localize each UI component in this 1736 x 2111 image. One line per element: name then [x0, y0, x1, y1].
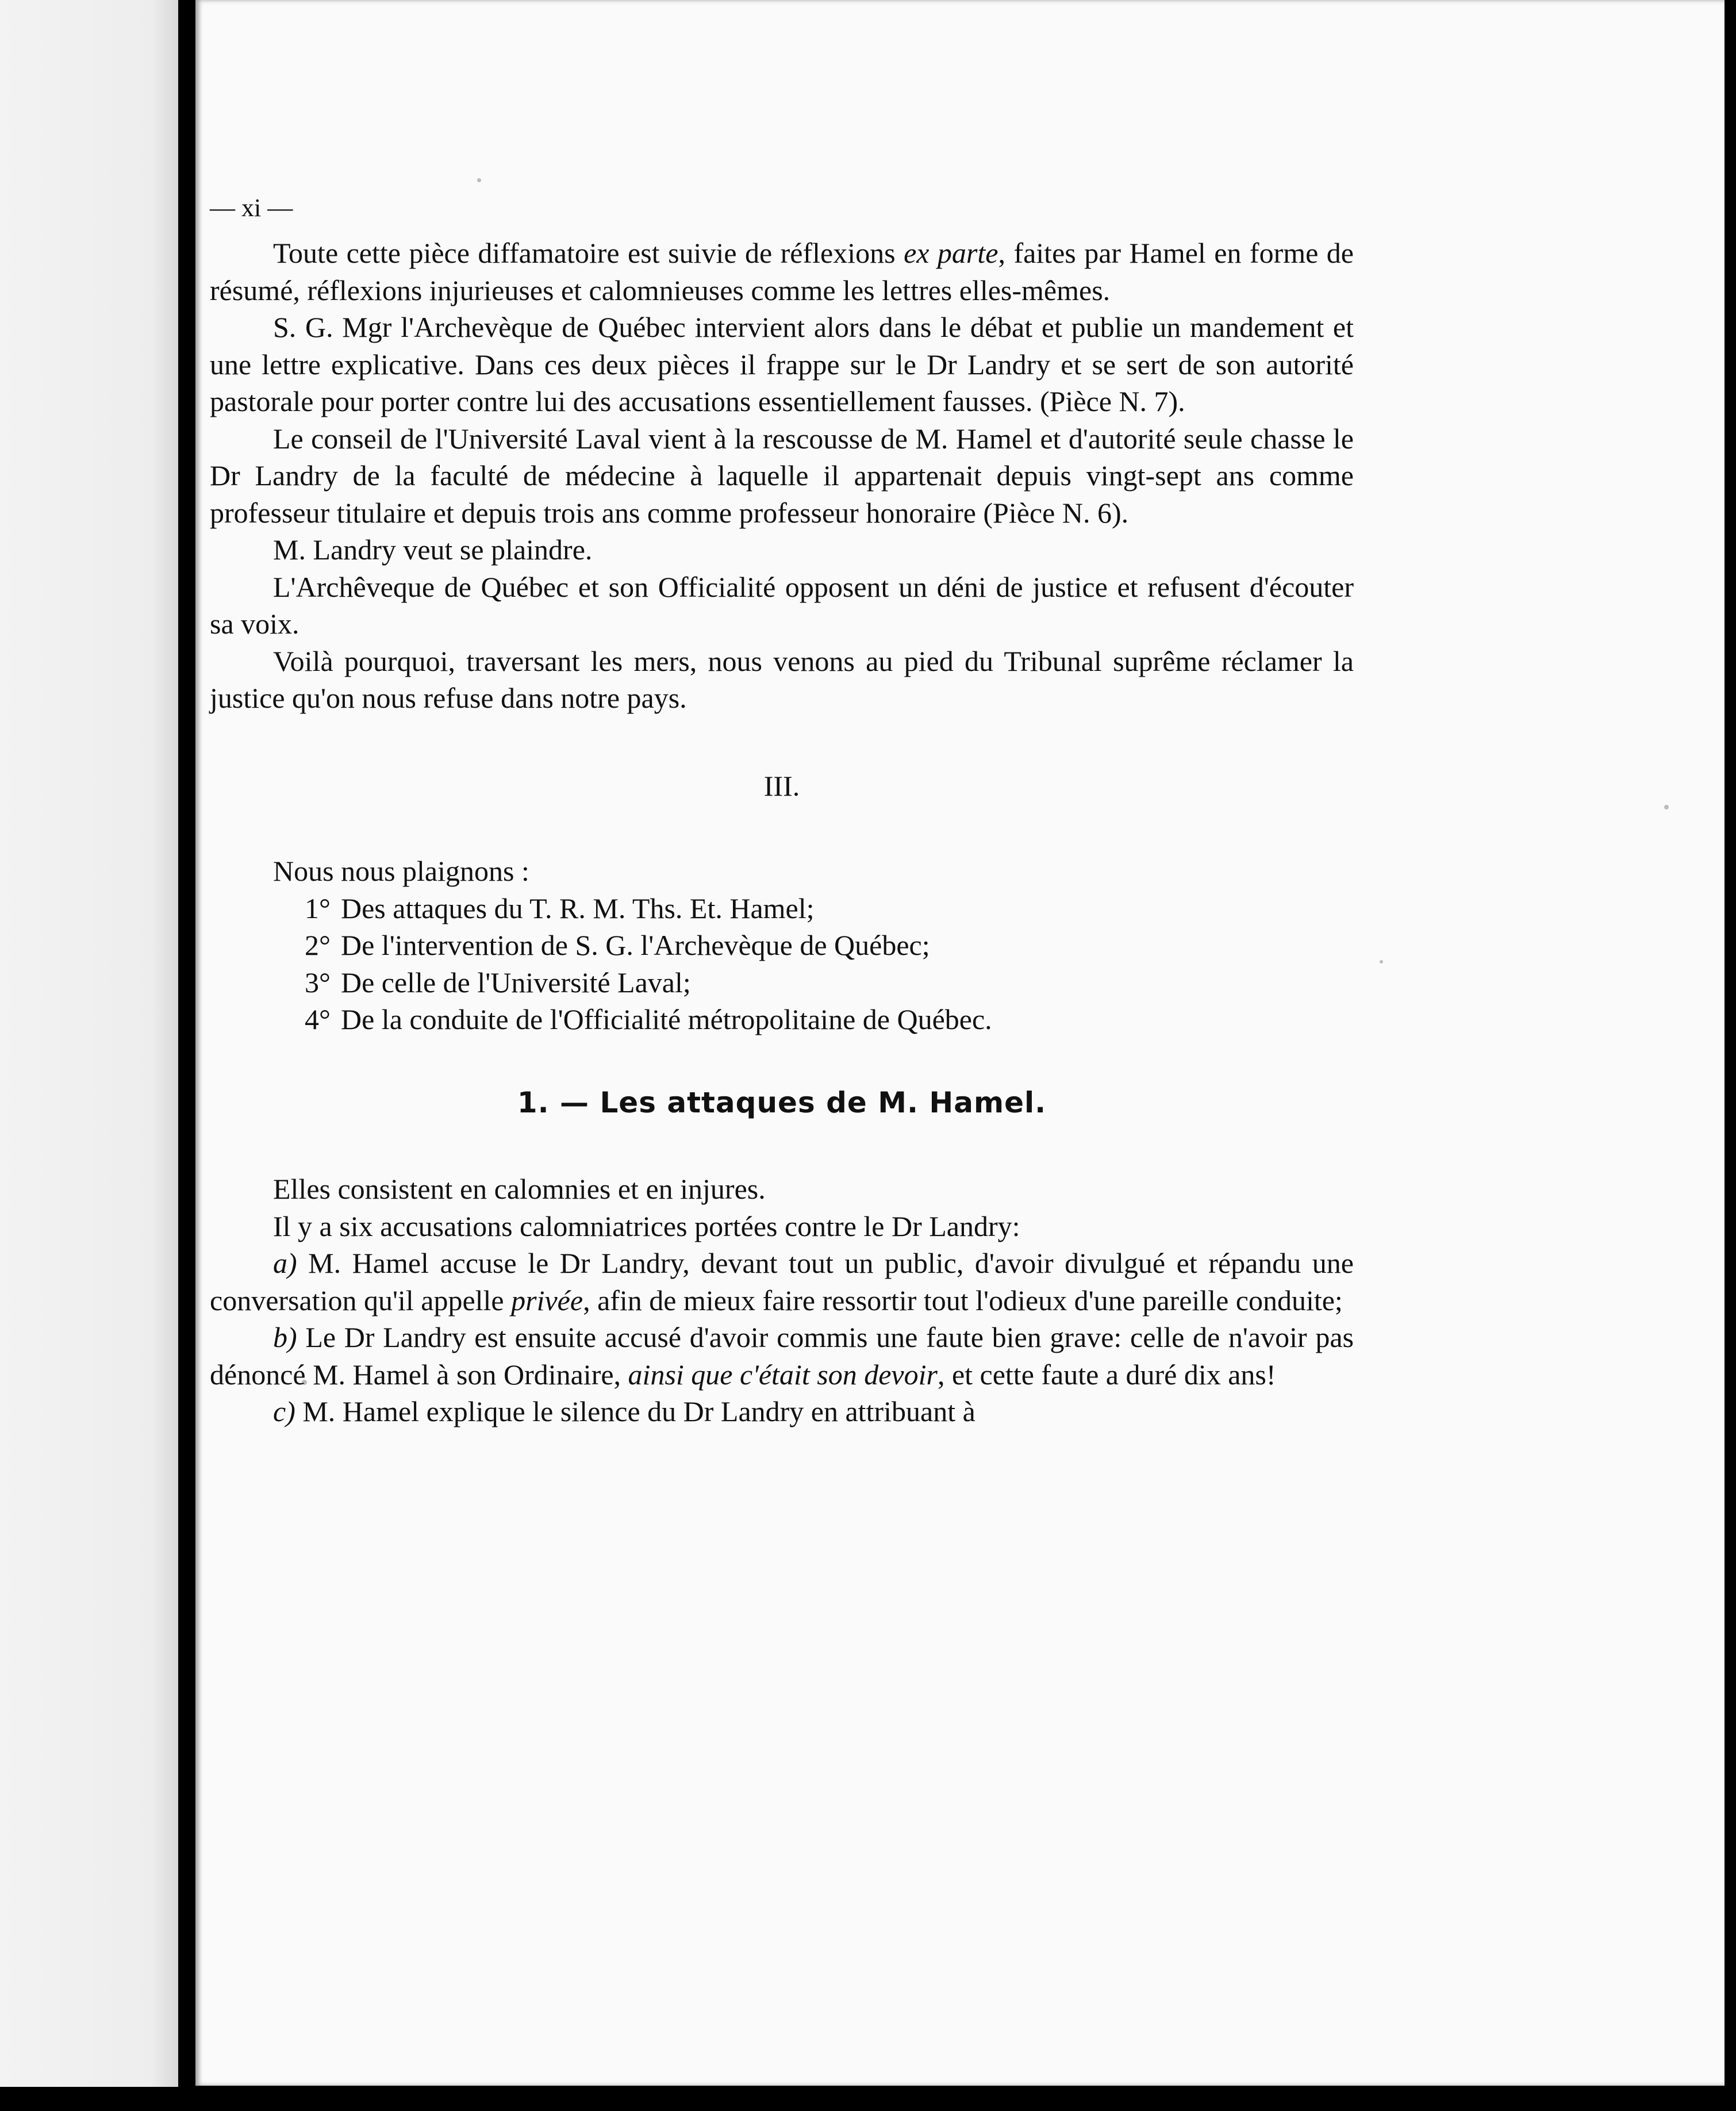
accusation-text-a: Le Dr Landry est ensuite accusé d'avoir commis une faute bien grave: celle de n'avoir pas dénoncé M. Hamel à son Ordinaire, [210, 1321, 1354, 1391]
paragraph-1-text-b: , faites par Hamel en forme de résumé, réflexions injurieuses et calomnieuses comme les lettres elles-mêmes. [210, 237, 1354, 306]
paragraph-1 [210, 235, 1354, 309]
complaints-list [210, 890, 1354, 1038]
list-item-number: 3° [305, 966, 331, 999]
ink-speck [1664, 805, 1669, 809]
accusation-italic: ainsi que c'était son devoir [628, 1358, 938, 1391]
ink-speck [477, 178, 481, 182]
paragraph-1-italic: ex parte [904, 237, 998, 269]
accusation-b [210, 1319, 1354, 1393]
paragraph-4: M. Landry veut se plaindre. [273, 533, 593, 566]
list-item-text: De celle de l'Université Laval; [341, 966, 691, 999]
list-item-text: Des attaques du T. R. M. Ths. Et. Hamel; [341, 892, 815, 924]
accusation-italic: privée [511, 1284, 583, 1317]
paragraph-2: S. G. Mgr l'Archevèque de Québec intervient alors dans le débat et publie un mandement et une lettre explicative. Dans ces deux pièces il frappe sur le Dr Landry et se sert de son autorité pastorale pour porter contre lui des accusations essentiellement fausses. (Pièce N. 7). [210, 311, 1354, 417]
complaints-intro: Nous nous plaignons : [273, 855, 529, 887]
paragraph-8: Il y a six accusations calomniatrices portées contre le Dr Landry: [273, 1210, 1020, 1242]
section-heading: III. [763, 769, 800, 802]
paragraph-5: L'Archêveque de Québec et son Officialité opposent un déni de justice et refusent d'écouter sa voix. [210, 570, 1354, 640]
accusation-a [210, 1245, 1354, 1319]
accusation-text-b: , et cette faute a duré dix ans! [937, 1358, 1276, 1391]
paragraph-1-text-a: Toute cette pièce diffamatoire est suivie de réflexions [273, 237, 904, 269]
list-item [210, 1001, 1354, 1038]
paragraph-6: Voilà pourquoi, traversant les mers, nous venons au pied du Tribunal suprême réclamer la justice qu'on nous refuse dans notre pays. [210, 644, 1354, 714]
paragraph-7: Elles consistent en calomnies et en injures. [273, 1173, 766, 1205]
list-item-number: 2° [305, 929, 331, 961]
accusation-c [210, 1393, 1354, 1430]
paragraph-3: Le conseil de l'Université Laval vient à la rescousse de M. Hamel et d'autorité seule chasse le Dr Landry de la faculté de médecine à laquelle il appartenait depuis vingt-sept ans comme professeur titulaire et depuis trois ans comme professeur honoraire (Pièce N. 6). [210, 422, 1354, 529]
list-item [210, 964, 1354, 1001]
accusation-text-b: , afin de mieux faire ressortir tout l'odieux d'une pareille conduite; [583, 1284, 1343, 1317]
facing-page-edge [0, 0, 178, 2087]
subsection-heading: 1. — Les attaques de M. Hamel. [517, 1085, 1047, 1119]
accusation-label: b) [273, 1321, 297, 1353]
list-item-text: De la conduite de l'Officialité métropolitaine de Québec. [341, 1003, 992, 1035]
list-item [210, 890, 1354, 927]
list-item-text: De l'intervention de S. G. l'Archevèque de Québec; [341, 929, 930, 961]
page-text [210, 190, 1354, 1430]
page-number: — xi — [210, 194, 293, 222]
list-item-number: 4° [305, 1003, 331, 1035]
accusation-label: a) [273, 1247, 297, 1279]
ink-speck [1380, 960, 1383, 964]
list-item-number: 1° [305, 892, 331, 924]
accusation-label: c) [273, 1395, 295, 1427]
accusation-text-a: M. Hamel accuse le Dr Landry, devant tout un public, d'avoir divulgué et répandu une conversation qu'il appelle [210, 1247, 1354, 1317]
accusation-text: M. Hamel explique le silence du Dr Landry en attribuant à [295, 1395, 975, 1427]
list-item [210, 927, 1354, 964]
